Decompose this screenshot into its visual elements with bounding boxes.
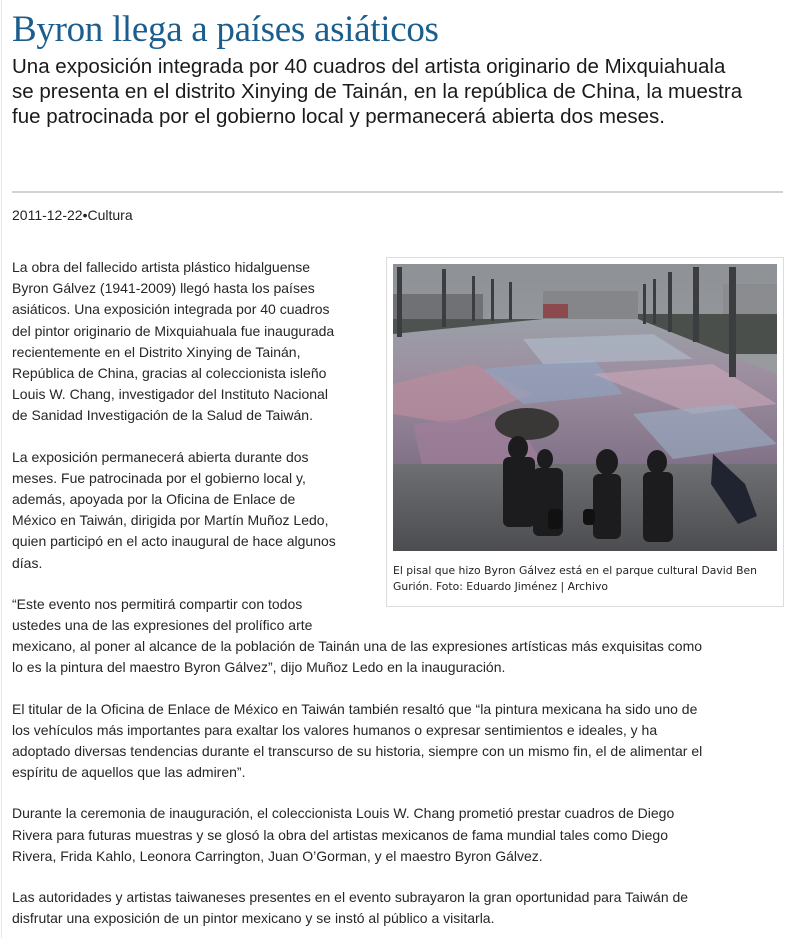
paragraph-line: La exposición permanecerá abierta durante dos [12,448,309,465]
paragraph-line: del pintor originario de Mixquiahuala fue inaugurada [12,322,335,339]
meta-separator: • [82,207,88,223]
headline: Byron llega a países asiáticos [12,9,439,50]
paragraph-line: México en Taiwán, dirigida por Martín Muñoz Ledo, [12,512,329,529]
paragraph-line: Rivera para futuras muestras y se glosó la obra del artistas mexicanos de fama mundial tales como Diego [12,826,668,843]
paragraph-line: Byron Gálvez (1941-2009) llegó hasta los países [12,280,315,297]
paragraph-line: días. [12,554,43,571]
subheadline-line: se presenta en el distrito Xinying de Tainán, en la república de China, la muestra [12,80,743,103]
article-meta [12,206,133,224]
paragraph [12,699,787,784]
paragraph-line: de Sanidad Investigación de la Salud de Taiwán. [12,407,313,424]
caption-line: El pisal que hizo Byron Gálvez está en el parque cultural David Ben [393,564,757,577]
paragraph-line: recientemente en el Distrito Xinying de Tainán, [12,343,301,360]
paragraph-line: Louis W. Chang, investigador del Instituto Nacional [12,386,328,403]
paragraph-line: espíritu de aquellos que las admiren”. [12,764,246,781]
caption-line: Gurión. Foto: Eduardo Jiménez | Archivo [393,580,608,593]
article-section-link[interactable]: Cultura [87,207,133,223]
paragraph-line: lo es la pintura del maestro Byron Gálvez”, dijo Muñoz Ledo en la inauguración. [12,659,506,676]
paragraph-line: “Este evento nos permitirá compartir con todos [12,595,303,612]
subheadline-line: fue patrocinada por el gobierno local y permanecerá abierta dos meses. [12,105,665,128]
paragraph-line: mexicano, al poner al alcance de la población de Tainán una de las expresiones artísticas más exquisitas como [12,638,703,655]
subheadline [12,54,792,129]
paragraph [12,803,787,867]
paragraph-line: asiáticos. Una exposición integrada por 40 cuadros [12,301,330,318]
paragraph-line: Durante la ceremonia de inauguración, el coleccionista Louis W. Chang prometió prestar cuadros de Diego [12,805,675,822]
paragraph-line: adoptado diversas tendencias durante el transcurso de su historia, siempre con un mismo fin, el de alimentar el [12,743,703,760]
paragraph-line: El titular de la Oficina de Enlace de México en Taiwán también resaltó que “la pintura mexicana ha sido uno de [12,700,698,717]
paragraph-line: ustedes una de las expresiones del prolífico arte [12,617,313,634]
article-body [12,257,787,949]
paragraph [12,594,787,679]
paragraph [12,887,787,929]
paragraph-line: disfrutar una exposición de un pintor mexicano y se instó al público a visitarla. [12,910,495,927]
paragraph-line: meses. Fue patrocinada por el gobierno local y, [12,469,306,486]
paragraph-line: además, apoyada por la Oficina de Enlace de [12,491,296,508]
paragraph-line: República de China, gracias al coleccionista isleño [12,365,327,382]
article-date: 2011-12-22 [12,207,83,223]
paragraph [12,447,787,574]
paragraph [12,257,787,427]
divider [12,191,783,193]
paragraph-line: quien participó en el acto inaugural de hace algunos [12,533,336,550]
paragraph-line: Las autoridades y artistas taiwaneses presentes en el evento subrayaron la gran oportunidad para Taiwán de [12,889,689,906]
paragraph-line: La obra del fallecido artista plástico hidalguense [12,259,311,275]
subheadline-line: Una exposición integrada por 40 cuadros del artista originario de Mixquiahuala [12,55,726,78]
paragraph-line: los vehículos más importantes para exaltar los valores humanos o expresar sentimientos e ideales, y ha [12,721,658,738]
paragraph-line: Rivera, Frida Kahlo, Leonora Carrington, Juan O’Gorman, y el maestro Byron Gálvez. [12,847,543,864]
